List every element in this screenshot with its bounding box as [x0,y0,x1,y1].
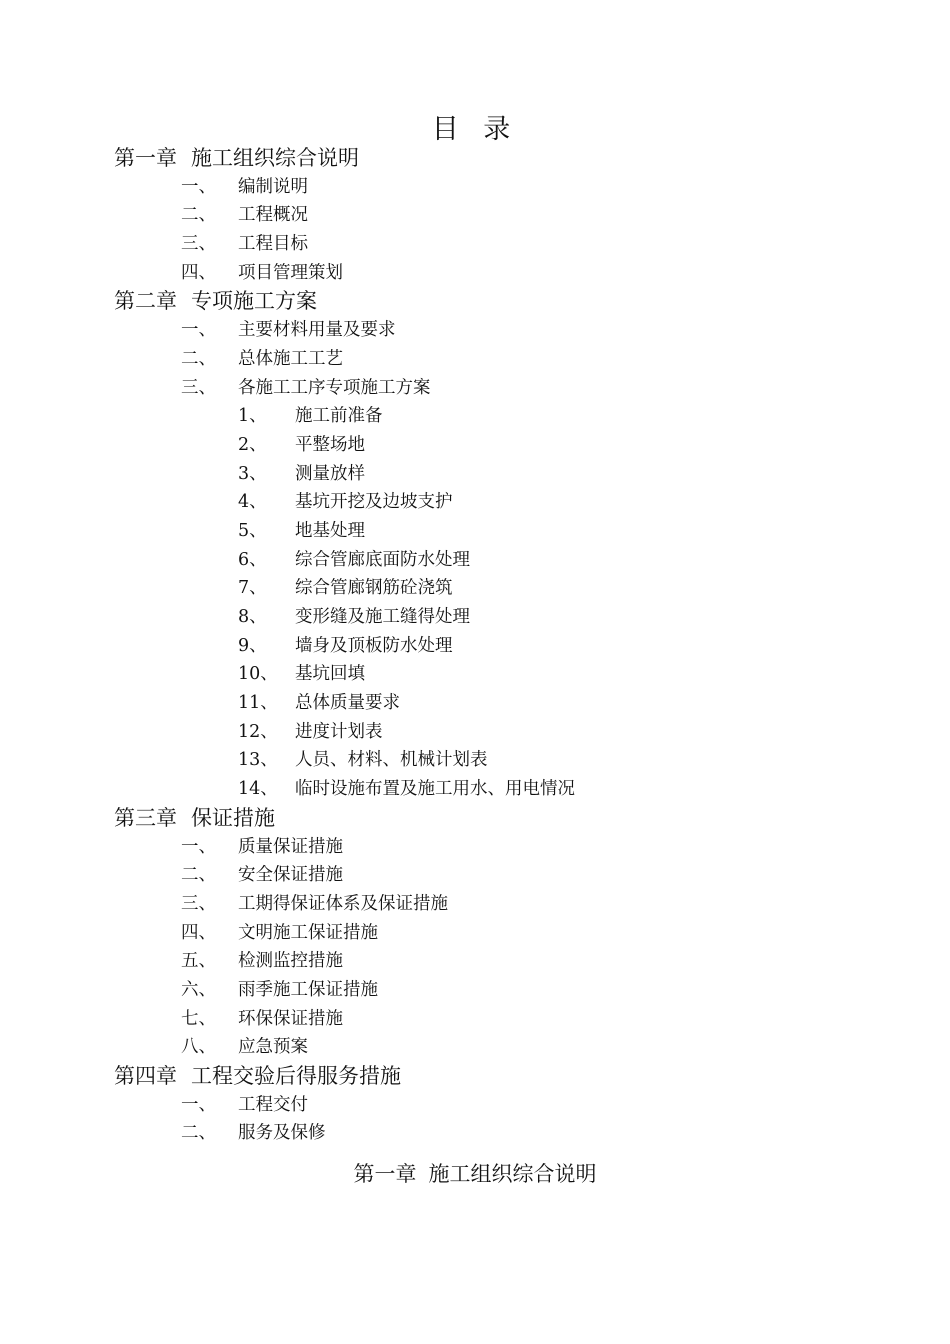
toc-entry-title: 施工组织综合说明 [191,146,359,170]
toc-entry-title: 测量放样 [295,463,365,484]
toc-entry-number: 12、 [238,721,278,742]
toc-entry-number: 11、 [238,693,278,714]
toc-entry-number: 二、 [181,1123,216,1144]
toc-entry-number: 一、 [181,320,216,341]
toc-entry[interactable] [114,345,874,374]
toc-entry[interactable] [114,947,874,976]
toc-chapter[interactable] [114,144,874,173]
toc-entry-title: 总体施工工艺 [238,348,343,369]
toc-entry-number: 8、 [238,607,267,627]
toc-entry[interactable] [114,775,874,804]
toc-entry-number: 三、 [181,893,216,914]
toc-entry-title: 平整场地 [295,434,365,455]
toc-entry-number: 6、 [238,549,267,570]
toc-entry-number: 四、 [181,262,216,283]
toc-entry[interactable] [114,890,874,919]
toc-entry-title: 进度计划表 [295,721,383,742]
toc-entry-number: 三、 [181,234,216,255]
toc-chapter[interactable] [114,1062,874,1091]
toc-entry-number: 五、 [181,951,216,972]
toc-entry-number: 7、 [238,578,267,599]
toc-entry[interactable] [114,1005,874,1034]
toc-entry-title: 保证措施 [191,805,275,830]
toc-entry-number: 10、 [238,664,278,685]
toc-entry-number: 14、 [238,779,278,800]
toc-entry-title: 应急预案 [238,1037,308,1058]
toc-entry-number: 一、 [181,176,216,197]
toc-entry-title: 临时设施布置及施工用水、用电情况 [295,779,575,800]
toc-entry-number: 二、 [181,348,216,369]
toc-entry-number: 二、 [181,865,216,886]
toc-entry-number: 第二章 [114,289,177,314]
toc-chapter[interactable] [114,287,874,316]
toc-entry[interactable] [114,603,874,632]
chapter-heading [0,1158,950,1190]
toc-entry-title: 人员、材料、机械计划表 [295,750,488,771]
toc-entry[interactable] [114,660,874,689]
toc-entry-title: 环保保证措施 [238,1008,343,1029]
toc-entry-title: 各施工工序专项施工方案 [238,377,431,398]
toc-entry-title: 雨季施工保证措施 [238,979,378,1000]
toc-entry-number: 4、 [238,492,267,513]
toc-entry[interactable] [114,632,874,661]
toc-entry-number: 八、 [181,1037,216,1058]
toc-entry-title: 综合管廊底面防水处理 [295,549,470,570]
toc-entry[interactable] [114,201,874,230]
toc-entry-title: 专项施工方案 [191,289,317,314]
toc-entry-title: 地基处理 [295,520,365,541]
toc-entry-title: 施工前准备 [295,406,383,427]
toc-entry-number: 5、 [238,520,267,541]
toc-chapter[interactable] [114,804,874,833]
toc-entry[interactable] [114,374,874,403]
toc-entry[interactable] [114,1091,874,1120]
toc-entry[interactable] [114,1033,874,1062]
toc-entry-title: 编制说明 [238,176,308,197]
toc-entry[interactable] [114,488,874,517]
toc-entry-title: 总体质量要求 [295,693,400,714]
page-title: 目 录 [431,114,519,145]
toc-entry[interactable] [114,431,874,460]
toc-entry-title: 服务及保修 [238,1123,326,1144]
toc-entry-title: 质量保证措施 [238,836,343,857]
toc-entry[interactable] [114,718,874,747]
toc-entry-title: 墙身及顶板防水处理 [295,635,453,656]
toc-entry-title: 安全保证措施 [238,865,343,886]
toc-entry-number: 第三章 [114,805,177,830]
toc-entry-number: 2、 [238,434,267,455]
toc-entry-number: 一、 [181,836,216,857]
toc-entry-title: 工程交付 [238,1094,308,1115]
toc-entry-title: 主要材料用量及要求 [238,320,396,341]
toc-entry[interactable] [114,976,874,1005]
toc-entry-number: 六、 [181,979,216,1000]
toc-entry-title: 基坑开挖及边坡支护 [295,492,453,513]
toc-entry-number: 七、 [181,1008,216,1029]
toc-entry[interactable] [114,517,874,546]
toc-entry[interactable] [114,1119,874,1148]
toc-entry-title: 基坑回填 [295,664,365,685]
toc-entry-title: 文明施工保证措施 [238,922,378,943]
toc-entry-number: 第四章 [114,1064,177,1088]
toc-entry[interactable] [114,316,874,345]
toc-entry[interactable] [114,861,874,890]
toc-entry-title: 项目管理策划 [238,262,343,283]
toc-entry-title: 工期得保证体系及保证措施 [238,893,448,914]
toc-entry-number: 一、 [181,1094,216,1115]
toc-entry-title: 工程目标 [238,234,308,255]
toc-entry[interactable] [114,173,874,202]
toc-entry-title: 变形缝及施工缝得处理 [295,607,470,627]
toc-entry[interactable] [114,919,874,948]
toc-entry[interactable] [114,230,874,259]
toc-entry[interactable] [114,833,874,862]
toc-entry-number: 1、 [238,406,267,427]
toc-entry-number: 二、 [181,205,216,226]
toc-entry-number: 三、 [181,377,216,398]
toc-entry[interactable] [114,460,874,489]
toc-entry[interactable] [114,689,874,718]
toc-entry-number: 3、 [238,463,267,484]
toc-entry-number: 13、 [238,750,278,771]
toc-entry-title: 工程交验后得服务措施 [191,1064,401,1088]
toc-entry[interactable] [114,546,874,575]
toc-entry-title: 综合管廊钢筋砼浇筑 [295,578,453,599]
chapter-heading-title: 施工组织综合说明 [428,1162,597,1186]
table-of-contents [114,144,874,1148]
toc-entry-number: 9、 [238,635,267,656]
toc-entry-title: 工程概况 [238,205,308,226]
toc-entry-title: 检测监控措施 [238,951,343,972]
toc-entry-number: 四、 [181,922,216,943]
toc-entry[interactable] [114,574,874,603]
toc-entry[interactable] [114,402,874,431]
chapter-heading-number: 第一章 [353,1162,417,1186]
toc-entry-number: 第一章 [114,146,177,170]
toc-entry[interactable] [114,746,874,775]
toc-entry[interactable] [114,259,874,288]
